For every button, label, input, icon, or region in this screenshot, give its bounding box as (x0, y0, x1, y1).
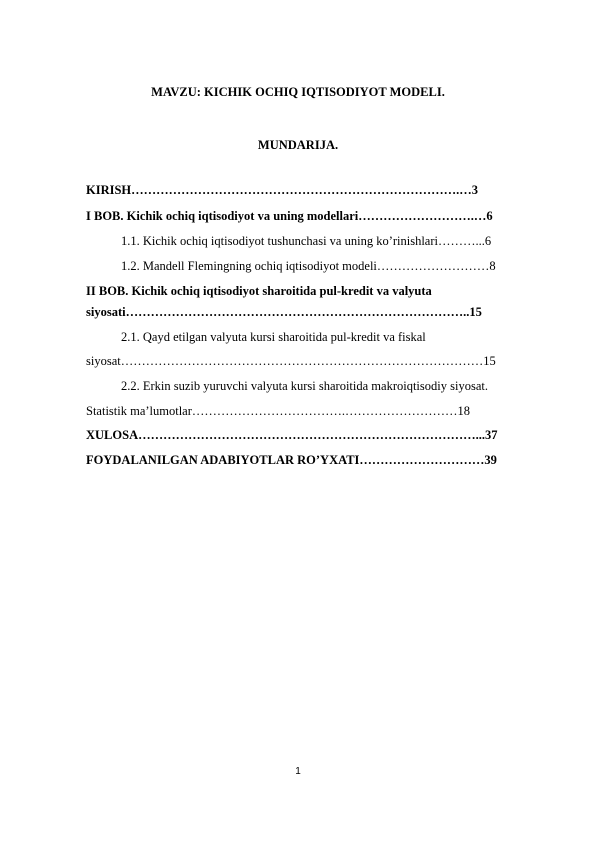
toc-entry-chapter-2-line-2: siyosati………………………………………………………………………..15 (86, 305, 482, 319)
toc-entry-section-2-2-line-2: Statistik ma’lumotlar……………………………….………………………18 (86, 404, 471, 418)
toc-entry-section-1-2: 1.2. Mandell Flemingning ochiq iqtisodiyot modeli………………………8 (121, 259, 496, 273)
toc-entry-section-1-1: 1.1. Kichik ochiq iqtisodiyot tushunchasi va uning ko’rinishlari………...6 (121, 234, 492, 248)
toc-entry-section-2-1-line-1: 2.1. Qayd etilgan valyuta kursi sharoitida pul-kredit va fiskal (121, 330, 426, 344)
toc-entry-chapter-2-line-1: II BOB. Kichik ochiq iqtisodiyot sharoitida pul-kredit va valyuta (86, 284, 432, 298)
toc-entry-xulosa: XULOSA………………………………………………………………………...37 (86, 428, 498, 442)
toc-entry-section-2-2-line-1: 2.2. Erkin suzib yuruvchi valyuta kursi sharoitida makroiqtisodiy siyosat. (121, 379, 488, 393)
toc-entry-section-2-1-line-2: siyosat……………………………………………………………………………15 (86, 354, 496, 368)
toc-entry-chapter-1: I BOB. Kichik ochiq iqtisodiyot va uning modellari……………………….…6 (86, 209, 493, 223)
toc-entry-kirish: KIRISH…………………………………………………………………….…3 (86, 183, 479, 197)
document-title: MAVZU: KICHIK OCHIQ IQTISODIYOT MODELI. (151, 85, 445, 99)
page-number: 1 (295, 766, 301, 777)
toc-entry-bibliography: FOYDALANILGAN ADABIYOTLAR RO’YXATI…………………………39 (86, 453, 497, 467)
contents-heading: MUNDARIJA. (257, 138, 339, 152)
